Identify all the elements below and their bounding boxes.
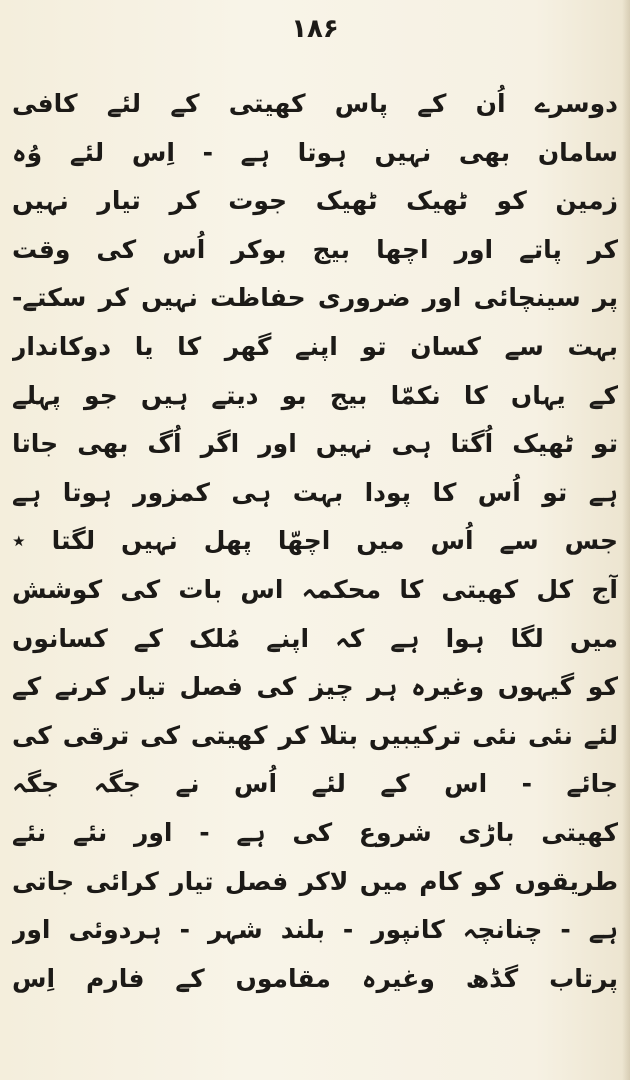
text-line: زمین کو ٹھیک ٹھیک جوت کر تیار نہیں (12, 186, 618, 216)
text-line: کے یہاں کا نکمّا بیج بو دیتے ہیں جو پہلے (12, 380, 618, 410)
text-line: طریقوں کو کام میں لاکر فصل تیار کرائی جاتی (12, 866, 618, 896)
text-line: سامان بھی نہیں ہوتا ہے - اِس لئے وُہ (12, 137, 618, 167)
text-line: تو ٹھیک اُگتا ہی نہیں اور اگر اُگ بھی جاتا (12, 429, 618, 459)
text-line: ہے تو اُس کا پودا بہت ہی کمزور ہوتا ہے (12, 477, 618, 507)
urdu-text-block (12, 80, 618, 1003)
text-line: پرتاب گڈھ وغیرہ مقاموں کے فارم اِس (12, 963, 618, 993)
text-line: پر سینچائی اور ضروری حفاظت نہیں کر سکتے- (12, 283, 618, 313)
text-line: میں لگا ہوا ہے کہ اپنے مُلک کے کسانوں (12, 623, 618, 653)
page-edge-shadow (622, 0, 630, 1080)
page-number: ۱۸۶ (291, 14, 339, 44)
text-line: کو گیہوں وغیرہ ہر چیز کی فصل تیار کرنے کے (12, 672, 618, 702)
text-line: کھیتی باڑی شروع کی ہے - اور نئے نئے (12, 817, 618, 847)
text-line: دوسرے اُن کے پاس کھیتی کے لئے کافی (12, 89, 618, 118)
text-line: جائے - اس کے لئے اُس نے جگہ جگہ (12, 769, 618, 799)
text-line: کر پاتے اور اچھا بیج بوکر اُس کی وقت (12, 234, 618, 264)
text-line: آج کل کھیتی کا محکمہ اس بات کی کوشش (12, 574, 618, 604)
text-line: جس سے اُس میں اچھّا پھل نہیں لگتا ٭ (12, 526, 618, 556)
text-line: بہت سے کسان تو اپنے گھر کا یا دوکاندار (12, 331, 618, 361)
text-line: لئے نئی نئی ترکیبیں بتلا کر کھیتی کی ترقی کی (12, 720, 618, 750)
text-line: ہے - چنانچہ کانپور - بلند شہر - ہردوئی اور (12, 915, 618, 945)
